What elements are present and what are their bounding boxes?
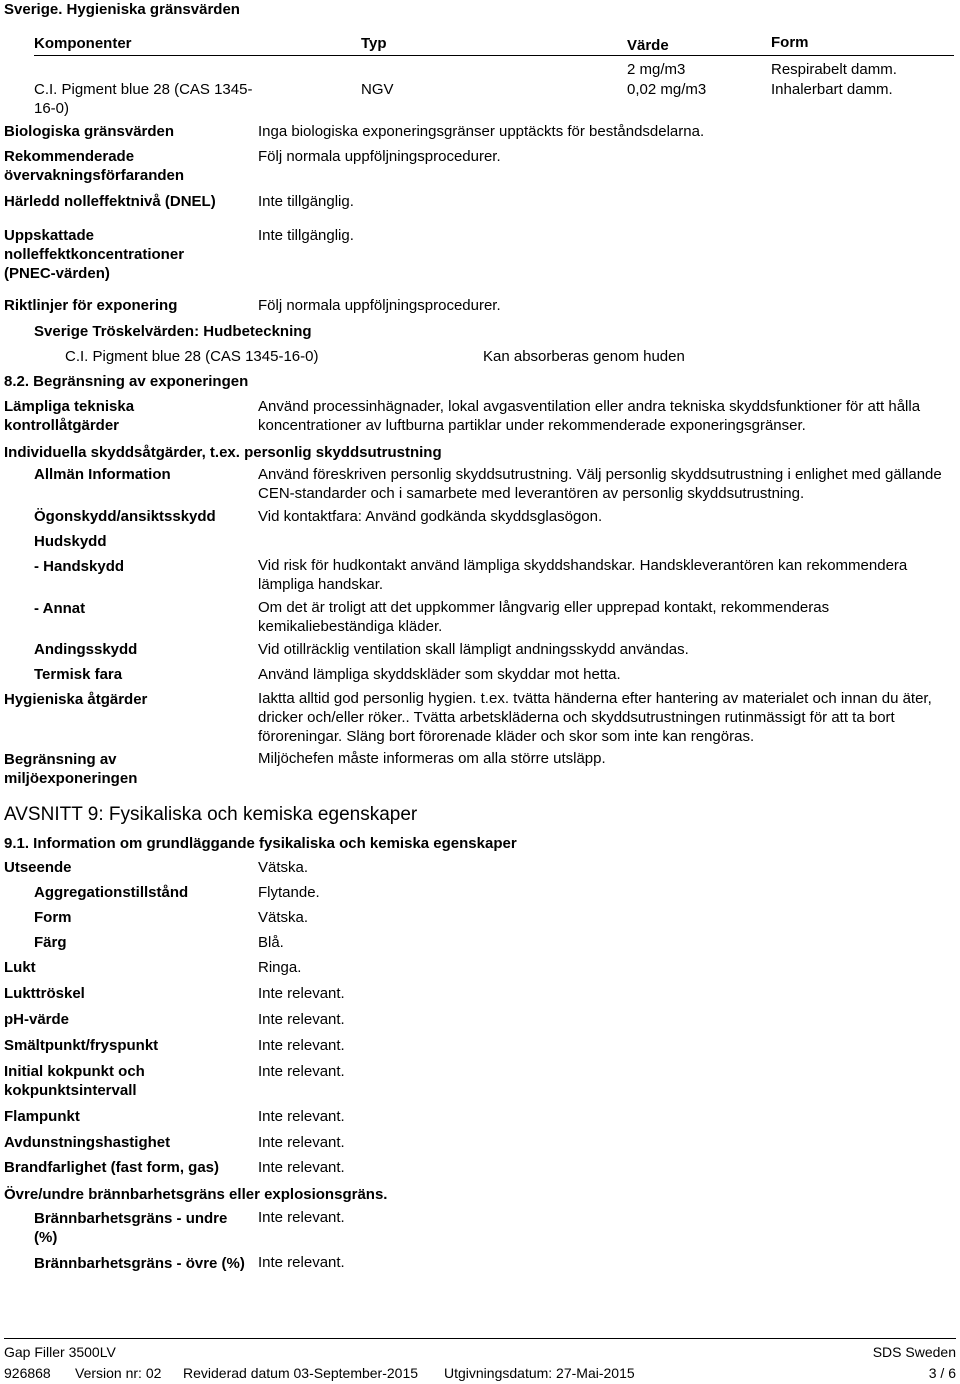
- biological-limits-label: Biologiska gränsvärden: [4, 123, 175, 140]
- footer-revised: Reviderad datum 03-September-2015: [183, 1365, 419, 1381]
- flash-point-label: Flampunkt: [4, 1108, 80, 1125]
- table-cell-value: 0,02 mg/m3: [627, 81, 707, 98]
- table-cell-type: NGV: [361, 81, 394, 98]
- hygiene-value: Iaktta alltid god personlig hygien. t.ex. tvätta händerna efter hantering av materialet och innan du äter, dricker och/eller röker.. Tvätta arbetskläderna och skyddsutrustningen rutinmässigt för att ta bort föroreningar. Släng bort förorenade kläder och skor som inte kan rengöras.: [258, 690, 932, 745]
- skin-protection-label: Hudskydd: [34, 533, 107, 550]
- section-title: Sverige. Hygieniska gränsvärden: [4, 1, 240, 18]
- dnel-value: Inte tillgänglig.: [258, 193, 354, 210]
- color-label: Färg: [34, 934, 67, 951]
- hygiene-label: Hygieniska åtgärder: [4, 691, 148, 708]
- other-protection-value: Om det är troligt att det uppkommer långvarig eller upprepad kontakt, rekommenderas kemikaliebeständiga kläder.: [258, 599, 830, 635]
- skin-notation-note: Kan absorberas genom huden: [483, 348, 685, 365]
- biological-limits-value: Inga biologiska exponeringsgränser upptäckts för beståndsdelarna.: [258, 123, 705, 140]
- footer-issued: Utgivningsdatum: 27-Mai-2015: [444, 1365, 635, 1381]
- column-header-type: Typ: [361, 35, 387, 52]
- eye-protection-value: Vid kontaktfara: Använd godkända skyddsglasögon.: [258, 508, 603, 525]
- footer-number: 926868: [4, 1365, 51, 1381]
- thermal-hazard-label: Termisk fara: [34, 666, 123, 683]
- upper-limit-value: Inte relevant.: [258, 1254, 345, 1271]
- column-header-form: Form: [771, 34, 809, 51]
- boiling-point-label: Initial kokpunkt och kokpunktsintervall: [4, 1063, 145, 1099]
- skin-notation-heading: Sverige Tröskelvärden: Hudbeteckning: [34, 323, 312, 340]
- table-cell-component: C.I. Pigment blue 28 (CAS 1345-16-0): [34, 81, 253, 117]
- table-divider: [34, 55, 954, 56]
- form-value: Vätska.: [258, 909, 309, 926]
- evaporation-rate-label: Avdunstningshastighet: [4, 1134, 171, 1151]
- pnec-value: Inte tillgänglig.: [258, 227, 354, 244]
- general-info-value: Använd föreskriven personlig skyddsutrustning. Välj personlig skyddsutrustning i enlighet med gällande CEN-standarder och i samarbete med leverantören av personlig skyddsutrustning.: [258, 466, 942, 502]
- column-header-value: Värde: [627, 37, 669, 54]
- appearance-label: Utseende: [4, 859, 72, 876]
- general-info-label: Allmän Information: [34, 466, 171, 483]
- lower-limit-label: Brännbarhetsgräns - undre (%): [34, 1210, 228, 1246]
- odor-label: Lukt: [4, 959, 36, 976]
- evaporation-rate-value: Inte relevant.: [258, 1134, 345, 1151]
- engineering-controls-label: Lämpliga tekniska kontrollåtgärder: [4, 398, 135, 434]
- footer-product: Gap Filler 3500LV: [4, 1344, 116, 1360]
- respiratory-protection-label: Andingsskydd: [34, 641, 138, 658]
- column-header-component: Komponenter: [34, 35, 132, 52]
- ppe-heading: Individuella skyddsåtgärder, t.ex. personlig skyddsutrustning: [4, 444, 442, 461]
- table-cell-value: 2 mg/m3: [627, 61, 686, 78]
- section-9-heading: AVSNITT 9: Fysikaliska och kemiska egenskaper: [4, 804, 418, 825]
- monitoring-label: Rekommenderade övervakningsförfaranden: [4, 148, 185, 184]
- odor-value: Ringa.: [258, 959, 302, 976]
- footer-version: Version nr: 02: [75, 1365, 162, 1381]
- flammability-value: Inte relevant.: [258, 1159, 345, 1176]
- other-protection-label: - Annat: [34, 600, 86, 617]
- odor-threshold-value: Inte relevant.: [258, 985, 345, 1002]
- footer-page: 3 / 6: [928, 1365, 956, 1381]
- section-9-1-heading: 9.1. Information om grundläggande fysikaliska och kemiska egenskaper: [4, 835, 517, 852]
- guidelines-label: Riktlinjer för exponering: [4, 297, 178, 314]
- monitoring-value: Följ normala uppföljningsprocedurer.: [258, 148, 501, 165]
- physical-state-label: Aggregationstillstånd: [34, 884, 189, 901]
- ph-value: Inte relevant.: [258, 1011, 345, 1028]
- explosion-limits-heading: Övre/undre brännbarhetsgräns eller explosionsgräns.: [4, 1186, 388, 1203]
- thermal-hazard-value: Använd lämpliga skyddskläder som skyddar mot hetta.: [258, 666, 621, 683]
- upper-limit-label: Brännbarhetsgräns - övre (%): [34, 1255, 245, 1272]
- exposure-controls-heading: 8.2. Begränsning av exponeringen: [4, 373, 249, 390]
- environmental-controls-label: Begränsning av miljöexponeringen: [4, 751, 138, 787]
- odor-threshold-label: Lukttröskel: [4, 985, 85, 1002]
- eye-protection-label: Ögonskydd/ansiktsskydd: [34, 508, 216, 525]
- flammability-label: Brandfarlighet (fast form, gas): [4, 1159, 220, 1176]
- pnec-label: Uppskattade nolleffektkoncentrationer (PNEC-värden): [4, 227, 185, 282]
- skin-notation-component: C.I. Pigment blue 28 (CAS 1345-16-0): [65, 348, 319, 365]
- environmental-controls-value: Miljöchefen måste informeras om alla större utsläpp.: [258, 750, 606, 767]
- hand-protection-value: Vid risk för hudkontakt använd lämpliga skyddshandskar. Handskleverantören kan rekommendera lämpliga handskar.: [258, 557, 908, 593]
- boiling-point-value: Inte relevant.: [258, 1063, 345, 1080]
- dnel-label: Härledd nolleffektnivå (DNEL): [4, 193, 216, 210]
- footer-doc-type: SDS Sweden: [872, 1344, 956, 1360]
- appearance-value: Vätska.: [258, 859, 309, 876]
- table-cell-form: Respirabelt damm.: [771, 61, 897, 78]
- respiratory-protection-value: Vid otillräcklig ventilation skall lämpligt andningsskydd användas.: [258, 641, 689, 658]
- flash-point-value: Inte relevant.: [258, 1108, 345, 1125]
- guidelines-value: Följ normala uppföljningsprocedurer.: [258, 297, 501, 314]
- footer-divider: [4, 1338, 956, 1339]
- ph-label: pH-värde: [4, 1011, 70, 1028]
- melting-point-value: Inte relevant.: [258, 1037, 345, 1054]
- melting-point-label: Smältpunkt/fryspunkt: [4, 1037, 159, 1054]
- color-value: Blå.: [258, 934, 284, 951]
- lower-limit-value: Inte relevant.: [258, 1209, 345, 1226]
- form-label: Form: [34, 909, 72, 926]
- table-cell-form: Inhalerbart damm.: [771, 81, 893, 98]
- engineering-controls-value: Använd processinhägnader, lokal avgasventilation eller andra tekniska skyddsfunktioner för att hålla koncentrationer av luftburna partiklar under rekommenderade exponeringsgränser.: [258, 398, 921, 434]
- physical-state-value: Flytande.: [258, 884, 320, 901]
- hand-protection-label: - Handskydd: [34, 558, 125, 575]
